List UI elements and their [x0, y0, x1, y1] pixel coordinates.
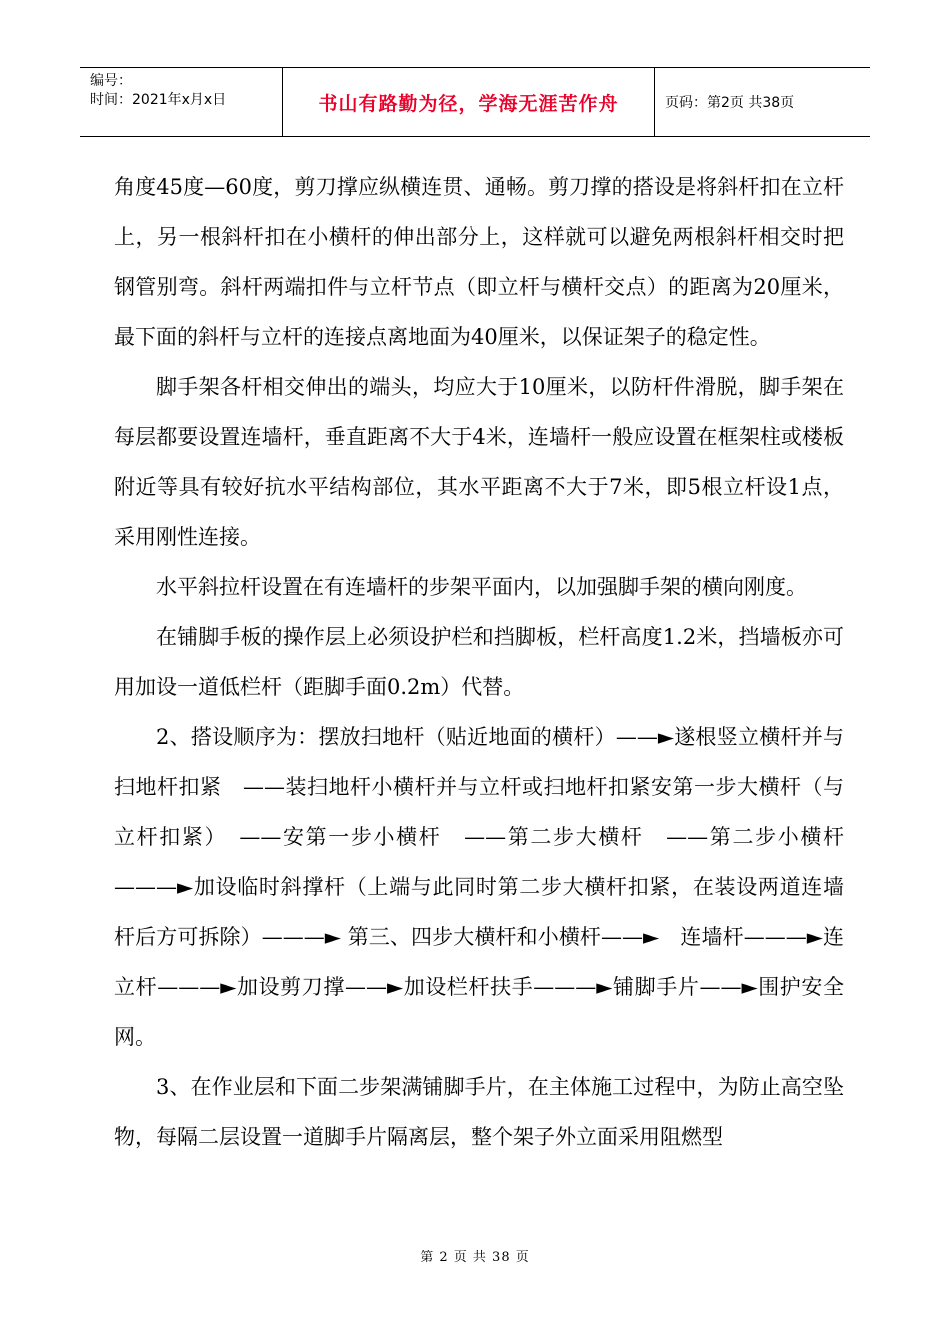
paragraph: 脚手架各杆相交伸出的端头，均应大于10厘米，以防杆件滑脱，脚手架在每层都要设置连墙杆，垂直距离不大于4米，连墙杆一般应设置在框架柱或楼板附近等具有较好抗水平结构部位，其水平距离不大于7米，即5根立杆设1点，采用刚性连接。	[114, 375, 844, 549]
page-footer: 第 2 页 共 38 页	[420, 1250, 530, 1265]
paragraph: 水平斜拉杆设置在有连墙杆的步架平面内，以加强脚手架的横向刚度。	[156, 575, 807, 599]
document-body	[114, 162, 865, 1162]
paragraph: 角度45度—60度，剪刀撑应纵横连贯、通畅。剪刀撑的搭设是将斜杆扣在立杆上，另一根斜杆扣在小横杆的伸出部分上，这样就可以避免两根斜杆相交时把钢管别弯。斜杆两端扣件与立杆节点（即立杆与横杆交点）的距离为20厘米，最下面的斜杆与立杆的连接点离地面为40厘米，以保证架子的稳定性。	[114, 175, 844, 349]
paragraph-procedure: 2、搭设顺序为：摆放扫地杆（贴近地面的横杆）——►遂根竖立横杆并与扫地杆扣紧 ——装扫地杆小横杆并与立杆或扫地杆扣紧安第一步大横杆（与立杆扣紧） ——安第一步小横杆 ——第二步大横杆 ——第二步小横杆 ———►加设临时斜撑杆（上端与此同时第二步大横杆扣紧，在装设两道连墙杆后方可拆除）———► 第三、四步大横杆和小横杆——► 连墙杆———►连立杆———►加设剪刀撑——►加设栏杆扶手———►铺脚手片——►围护安全网。	[114, 725, 865, 1049]
paragraph: 3、在作业层和下面二步架满铺脚手片，在主体施工过程中，为防止高空坠物，每隔二层设置一道脚手片隔离层，整个架子外立面采用阻燃型	[114, 1075, 844, 1149]
header-motto: 书山有路勤为径，学海无涯苦作舟	[283, 68, 655, 136]
header-meta	[80, 68, 283, 136]
document-date: 时间：2021年x月x日	[90, 92, 227, 108]
paragraph: 在铺脚手板的操作层上必须设护栏和挡脚板，栏杆高度1.2米，挡墙板亦可用加设一道低栏杆（距脚手面0.2m）代替。	[114, 625, 844, 699]
document-number-label: 编号：	[90, 73, 132, 89]
header-page-info: 页码：第2页 共38页	[665, 95, 795, 111]
page-header	[80, 67, 870, 137]
